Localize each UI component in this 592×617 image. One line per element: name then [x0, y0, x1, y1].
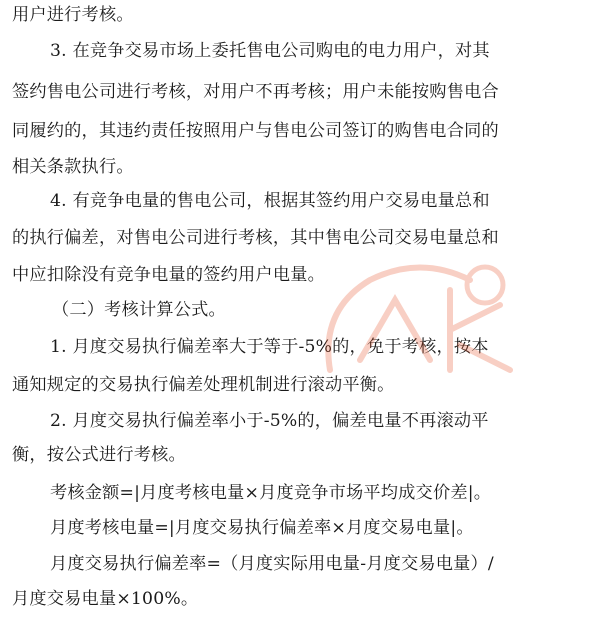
text-line-11: 通知规定的交易执行偏差处理机制进行滚动平衡。: [12, 375, 395, 395]
text-line-13: 衡，按公式进行考核。: [12, 445, 186, 465]
text-line-8: 中应扣除没有竞争电量的签约用户电量。: [12, 265, 325, 285]
text-line-10: 1. 月度交易执行偏差率大于等于-5%的，免于考核，按本: [50, 337, 489, 357]
text-line-2: 3. 在竞争交易市场上委托售电公司购电的电力用户，对其: [50, 41, 490, 61]
formula-assessment-amount: 考核金额=|月度考核电量×月度竞争市场平均成交价差|。: [50, 483, 492, 503]
text-line-3: 签约售电公司进行考核，对用户不再考核；用户未能按购售电合: [12, 82, 499, 102]
formula-assessment-volume: 月度考核电量=|月度交易执行偏差率×月度交易电量|。: [50, 518, 474, 538]
text-line-5: 相关条款执行。: [12, 157, 134, 177]
text-line-7: 的执行偏差，对售电公司进行考核，其中售电公司交易电量总和: [12, 228, 499, 248]
formula-deviation-rate: 月度交易执行偏差率=（月度实际用电量-月度交易电量）/: [50, 554, 494, 574]
text-line-6: 4. 有竞争电量的售电公司，根据其签约用户交易电量总和: [50, 191, 490, 211]
text-line-4: 同履约的，其违约责任按照用户与售电公司签订的购售电合同的: [12, 121, 499, 141]
section-heading: （二）考核计算公式。: [52, 300, 226, 320]
text-line-1: 用户进行考核。: [12, 5, 134, 25]
text-line-12: 2. 月度交易执行偏差率小于-5%的，偏差电量不再滚动平: [50, 411, 489, 431]
text-line-17: 月度交易电量×100%。: [12, 589, 199, 609]
